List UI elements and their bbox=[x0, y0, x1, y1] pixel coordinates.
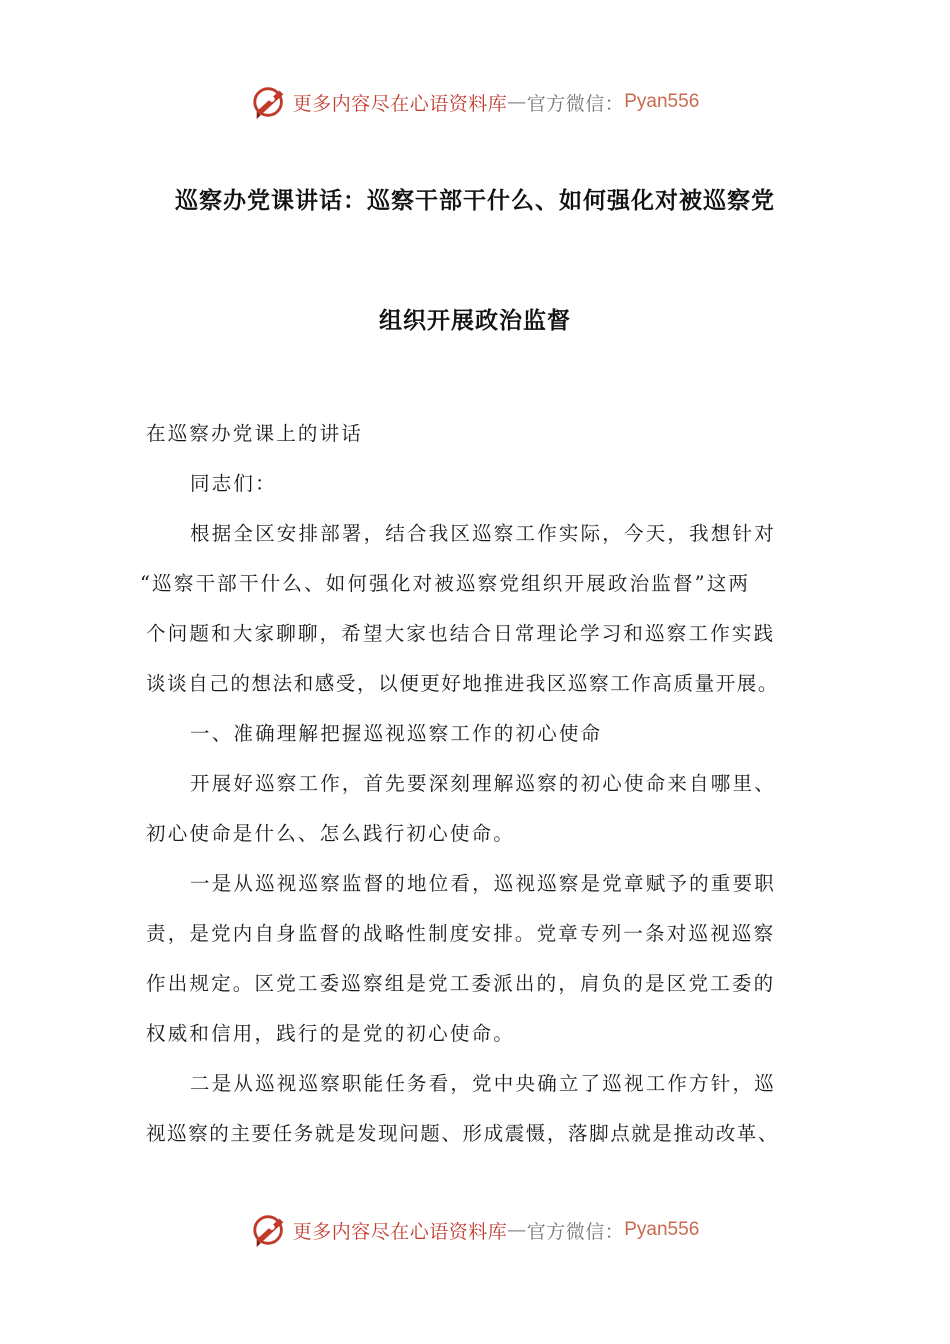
body-line: 开展好巡察工作，首先要深刻理解巡察的初心使命来自哪里、 bbox=[190, 772, 776, 795]
watermark-wechat-id: Pyan556 bbox=[624, 1219, 700, 1240]
body-line: 同志们： bbox=[190, 472, 277, 495]
document-title-line-2: 组织开展政治监督 bbox=[379, 308, 571, 334]
body-line: 谈谈自己的想法和感受，以便更好地推进我区巡察工作高质量开展。 bbox=[146, 672, 780, 695]
body-line: 视巡察的主要任务就是发现问题、形成震慑，落脚点就是推动改革、 bbox=[146, 1122, 780, 1145]
section-heading: 一、准确理解把握巡视巡察工作的初心使命 bbox=[190, 722, 603, 745]
body-line: 二是从巡视巡察职能任务看，党中央确立了巡视工作方针，巡 bbox=[190, 1072, 776, 1095]
document-title-line-1: 巡察办党课讲话：巡察干部干什么、如何强化对被巡察党 bbox=[175, 188, 775, 214]
body-line: 权威和信用，践行的是党的初心使命。 bbox=[146, 1022, 515, 1045]
watermark-wechat-id: Pyan556 bbox=[624, 91, 700, 112]
body-line: 初心使命是什么、怎么践行初心使命。 bbox=[146, 822, 515, 845]
watermark-dash: — bbox=[507, 1219, 527, 1241]
top-watermark-banner bbox=[0, 82, 950, 122]
body-line: 作出规定。区党工委巡察组是党工委派出的，肩负的是区党工委的 bbox=[146, 972, 776, 995]
body-line: 一是从巡视巡察监督的地位看，巡视巡察是党章赋予的重要职 bbox=[190, 872, 776, 895]
watermark-official-label: 官方微信： bbox=[526, 92, 625, 115]
body-line: “巡察干部干什么、如何强化对被巡察党组织开展政治监督”这两 bbox=[140, 572, 751, 595]
watermark-dash: — bbox=[507, 91, 527, 113]
body-line: 个问题和大家聊聊，希望大家也结合日常理论学习和巡察工作实践 bbox=[146, 622, 776, 645]
body-line: 在巡察办党课上的讲话 bbox=[146, 422, 364, 445]
bottom-watermark-banner bbox=[0, 1210, 950, 1250]
watermark-site-text: 更多内容尽在心语资料库 bbox=[292, 1220, 508, 1243]
body-line: 责，是党内自身监督的战略性制度安排。党章专列一条对巡视巡察 bbox=[146, 922, 776, 945]
body-line: 根据全区安排部署，结合我区巡察工作实际，今天，我想针对 bbox=[190, 522, 776, 545]
pen-logo-icon bbox=[251, 83, 289, 121]
watermark-site-text: 更多内容尽在心语资料库 bbox=[292, 92, 508, 115]
watermark-official-label: 官方微信： bbox=[526, 1220, 625, 1243]
pen-logo-icon bbox=[251, 1211, 289, 1249]
